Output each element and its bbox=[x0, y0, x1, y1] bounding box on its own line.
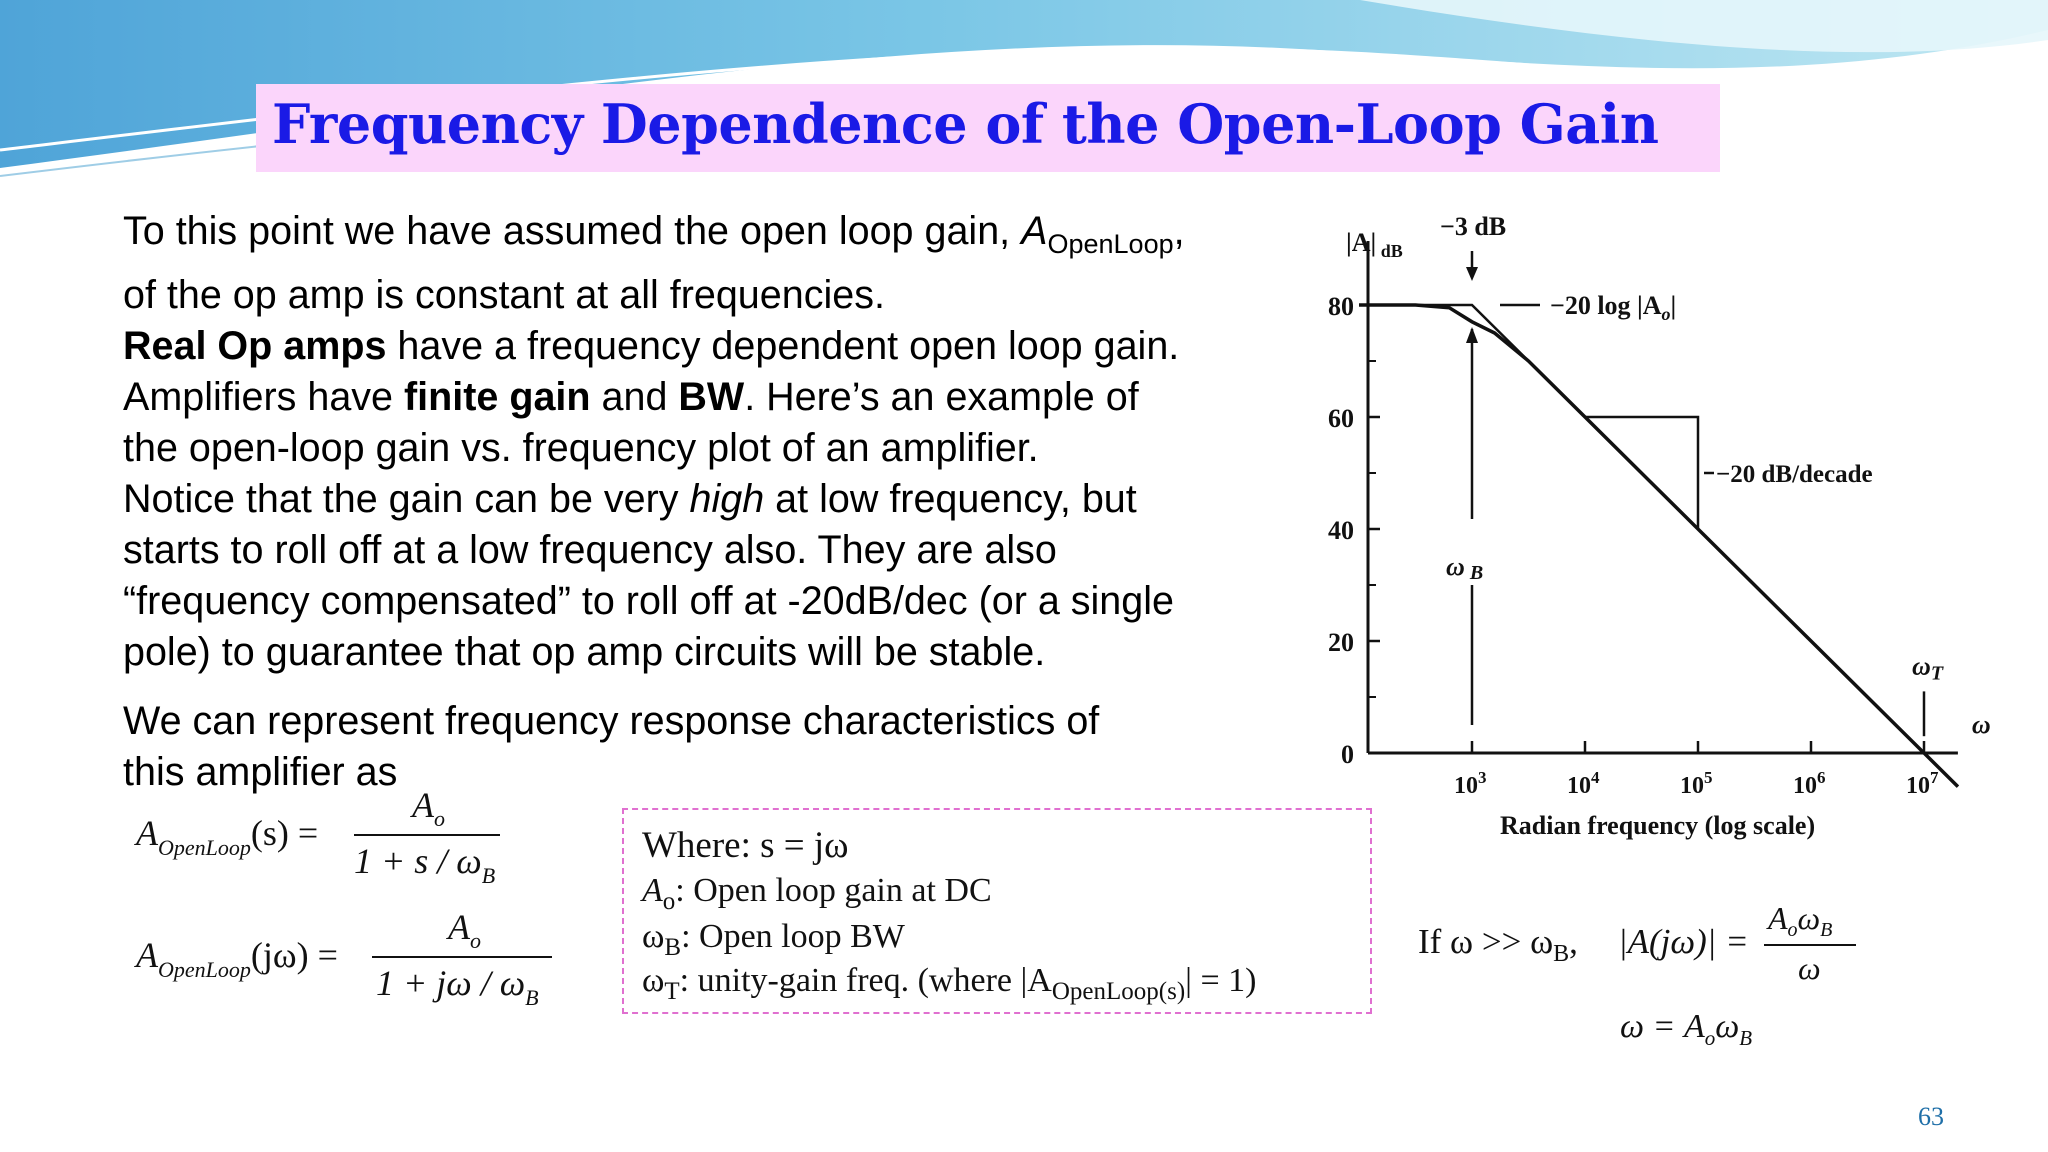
eq-argument: (jω) = bbox=[250, 935, 338, 975]
def-text: : Open loop gain at DC bbox=[675, 872, 992, 909]
fraction-bar bbox=[372, 956, 552, 958]
def-subscript: T bbox=[664, 978, 680, 1005]
eq-subscript: o bbox=[470, 928, 481, 953]
page-number: 63 bbox=[1918, 1102, 1944, 1131]
def-text: : unity-gain freq. (where |A bbox=[679, 962, 1052, 999]
rel-text: , bbox=[1569, 922, 1578, 961]
rel-symbol: ω bbox=[1715, 1008, 1740, 1045]
text: . Here’s an example of bbox=[744, 375, 1139, 419]
bode-plot-svg bbox=[1300, 205, 1991, 845]
definition-s: Where: s = jω bbox=[642, 825, 849, 866]
asymptote-label: −20 $\log |A_o|$ bbox=[1550, 291, 1677, 324]
omega-b-label-sub: B bbox=[1464, 562, 1484, 584]
text: To this point we have assumed the open loop gain, bbox=[123, 209, 1022, 253]
x-tick-exponent: 3 bbox=[1478, 768, 1487, 787]
relation-condition bbox=[1418, 922, 1578, 968]
rel-symbol: ω bbox=[1797, 900, 1821, 936]
definition-omega-b bbox=[642, 918, 905, 962]
x-tick-exponent: 5 bbox=[1704, 768, 1713, 787]
bold-text: finite gain bbox=[404, 375, 591, 419]
text: and bbox=[590, 375, 679, 419]
asymptote-label-sub: o bbox=[1661, 304, 1671, 324]
eq-numerator: A bbox=[448, 907, 470, 947]
eq-numerator: A bbox=[412, 785, 434, 825]
relation-lhs bbox=[1618, 922, 1749, 962]
y-tick-label: 0 bbox=[1341, 740, 1354, 769]
text: We can represent frequency response characteristics of bbox=[123, 699, 1100, 743]
eq-subscript: B bbox=[481, 863, 496, 888]
rel-subscript: o bbox=[1787, 919, 1798, 941]
y-axis-label-sub: dB bbox=[1376, 241, 1403, 261]
rel-subscript: B bbox=[1553, 941, 1570, 967]
x-tick-label: $10^7$ bbox=[1906, 768, 1939, 799]
paragraph-4 bbox=[123, 474, 1273, 678]
text: “frequency compensated” to roll off at -20dB/dec (or a single bbox=[123, 579, 1174, 623]
definitions-box bbox=[622, 808, 1372, 1014]
rel-text: |A(jω)| = bbox=[1618, 922, 1749, 961]
eq-denominator: 1 + s / ω bbox=[354, 841, 482, 881]
subscript: OpenLoop bbox=[1047, 229, 1174, 259]
fraction-bar bbox=[354, 834, 500, 836]
paragraph-5 bbox=[123, 696, 1273, 798]
series-asymptote bbox=[1359, 305, 1958, 787]
text: starts to roll off at a low frequency also. They are also bbox=[123, 528, 1057, 572]
paragraph-2 bbox=[123, 321, 1273, 372]
def-text: | = 1) bbox=[1185, 962, 1257, 999]
x-axis-label: Radian frequency (log scale) bbox=[1500, 811, 1816, 840]
eq-symbol: A bbox=[136, 935, 158, 975]
omega-b-arrowhead bbox=[1466, 327, 1478, 343]
eq-symbol: A bbox=[136, 813, 158, 853]
relation-result bbox=[1620, 1008, 1752, 1051]
omega-t-label: ωT bbox=[1912, 651, 1944, 685]
x-tick-label: $10^4$ bbox=[1567, 768, 1600, 799]
text: Notice that the gain can be very bbox=[123, 477, 690, 521]
rel-denominator: ω bbox=[1798, 950, 1821, 986]
text: at low frequency, but bbox=[764, 477, 1137, 521]
equation-1 bbox=[136, 785, 516, 900]
minus-3db-label: −3 dB bbox=[1440, 212, 1507, 241]
rel-subscript: B bbox=[1820, 919, 1833, 941]
body-text bbox=[123, 206, 1273, 798]
eq-subscript: o bbox=[434, 806, 445, 831]
def-subscript: o bbox=[662, 888, 676, 915]
slide-title: Frequency Dependence of the Open-Loop Gain bbox=[272, 92, 1659, 156]
eq-subscript: OpenLoop bbox=[158, 835, 251, 860]
text: of the op amp is constant at all frequencies. bbox=[123, 273, 885, 317]
def-subscript: OpenLoop(s) bbox=[1051, 978, 1186, 1005]
minus-3db-arrowhead bbox=[1466, 267, 1478, 281]
x-tick-exponent: 4 bbox=[1591, 768, 1600, 787]
rel-subscript: o bbox=[1704, 1026, 1716, 1050]
text: Amplifiers have bbox=[123, 375, 404, 419]
series-actual bbox=[1359, 305, 1958, 787]
text: the open-loop gain vs. frequency plot of an amplifier. bbox=[123, 426, 1039, 470]
y-tick-label: 60 bbox=[1328, 404, 1354, 433]
equation-2 bbox=[136, 907, 556, 1022]
text: , bbox=[1173, 209, 1185, 253]
eq-argument: (s) = bbox=[250, 813, 319, 853]
text: have a frequency dependent open loop gain. bbox=[386, 324, 1180, 368]
x-tick-label: $10^5$ bbox=[1680, 768, 1713, 799]
slope-label: −20 dB/decade bbox=[1716, 461, 1873, 488]
y-axis-label: |A| $_{dB}$ bbox=[1346, 228, 1403, 261]
title-banner bbox=[256, 84, 1720, 172]
eq-subscript: OpenLoop bbox=[158, 957, 251, 982]
rel-text: If ω >> ω bbox=[1418, 922, 1554, 961]
def-text: : Open loop BW bbox=[681, 918, 905, 955]
x-tick-exponent: 7 bbox=[1930, 768, 1939, 787]
definition-ao bbox=[642, 872, 992, 916]
def-symbol: A bbox=[642, 872, 663, 909]
omega-t-label-sub: T bbox=[1930, 662, 1944, 685]
bold-text: Real Op amps bbox=[123, 324, 387, 368]
asymptote-label-end: | bbox=[1670, 291, 1677, 320]
italic-text: high bbox=[689, 477, 765, 521]
fraction-bar bbox=[1764, 944, 1856, 946]
eq-subscript: B bbox=[525, 985, 539, 1010]
x-axis-symbol: ω bbox=[1971, 710, 1991, 739]
eq-denominator: 1 + jω / ω bbox=[376, 963, 526, 1003]
paragraph-1 bbox=[123, 206, 1273, 321]
rel-symbol: A bbox=[1768, 900, 1788, 936]
text: pole) to guarantee that op amp circuits will be stable. bbox=[123, 630, 1046, 674]
definition-omega-t bbox=[642, 962, 1256, 1006]
x-tick-exponent: 6 bbox=[1817, 768, 1826, 787]
rel-text: ω = A bbox=[1620, 1008, 1705, 1045]
bode-plot bbox=[1300, 205, 1991, 850]
paragraph-3 bbox=[123, 372, 1273, 474]
relation-fraction bbox=[1764, 900, 1860, 1000]
def-subscript: B bbox=[664, 934, 682, 961]
y-tick-label: 40 bbox=[1328, 516, 1354, 545]
x-tick-label: $10^6$ bbox=[1793, 768, 1826, 799]
def-symbol: ω bbox=[642, 962, 665, 999]
y-tick-label: 20 bbox=[1328, 628, 1354, 657]
rel-subscript: B bbox=[1739, 1026, 1753, 1050]
y-tick-label: 80 bbox=[1328, 292, 1354, 321]
omega-b-label: ω B bbox=[1446, 552, 1484, 584]
bold-text: BW bbox=[678, 375, 745, 419]
def-symbol: ω bbox=[642, 918, 665, 955]
x-tick-label: $10^3$ bbox=[1454, 768, 1487, 799]
symbol-a: A bbox=[1021, 209, 1048, 253]
text: this amplifier as bbox=[123, 750, 398, 794]
